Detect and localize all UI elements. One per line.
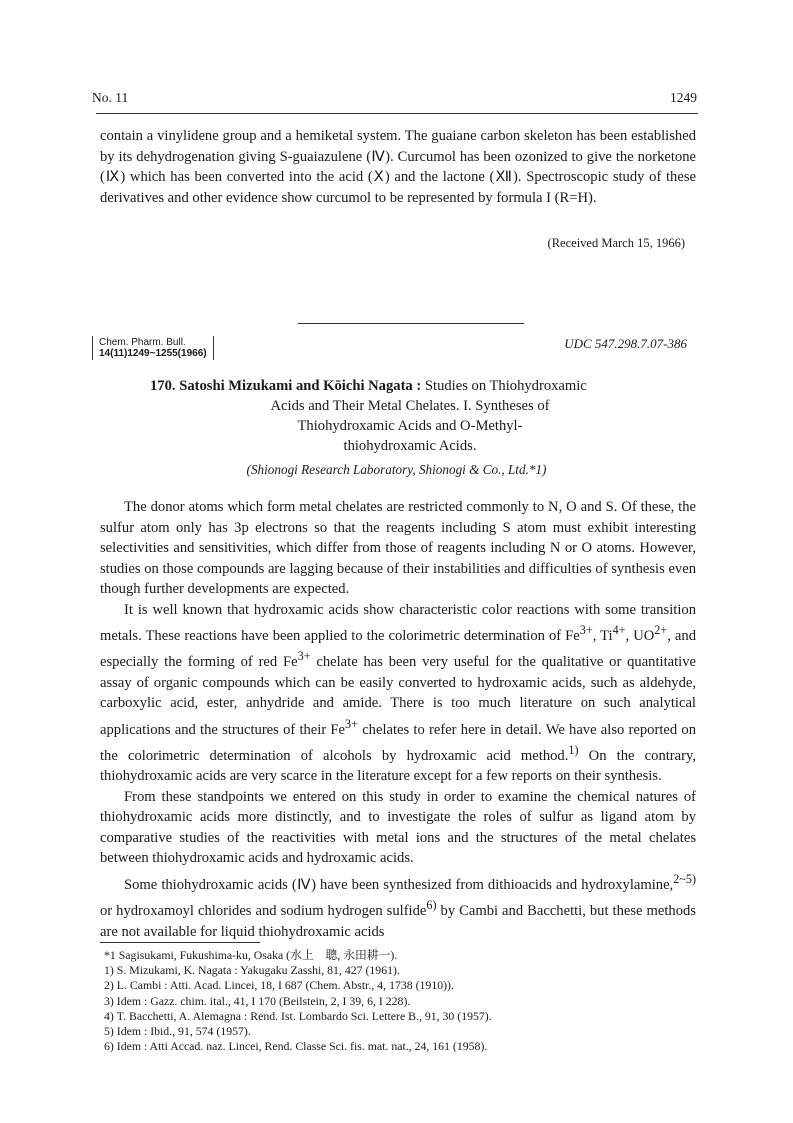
footnote-item: 5) Idem : Ibid., 91, 574 (1957). [104, 1024, 251, 1039]
footnote-rule [100, 942, 260, 943]
journal-reference-line1: Chem. Pharm. Bull. [99, 337, 186, 348]
issue-number: No. 11 [92, 90, 129, 105]
article-body [100, 497, 696, 942]
body-paragraph-3: From these standpoints we entered on this study in order to examine the chemical natures of thiohydroxamic acids more distinctly, and to investigate the roles of sulfur as ligand atom by comparative studies of the reactivities with metal ions and the structures of the metal chelates between thiohydroxamic acids and hydroxamic acids. [100, 788, 696, 867]
header-rule [96, 113, 698, 114]
udc-code: UDC 547.298.7.07-386 [564, 336, 687, 351]
article-title-line2: Acids and Their Metal Chelates. I. Syntheses of [270, 398, 550, 414]
footnote-item: 2) L. Cambi : Atti. Acad. Lincei, 18, I 687 (Chem. Abstr., 4, 1738 (1910)). [104, 978, 454, 993]
body-paragraph-4: Some thiohydroxamic acids (Ⅳ) have been synthesized from dithioacids and hydroxylamine,$^{2\sim 5)}$ or hydroxamoyl chlorides and sodium hydrogen sulfide$^{6)}$ by Cambi and Bacchetti, but these methods are not available for liquid thiohydroxamic acids [100, 871, 696, 940]
article-title-line4: thiohydroxamic Acids. [343, 438, 477, 454]
journal-reference-line2: 14(11)1249~1255(1966) [99, 348, 207, 359]
article-title-line1: Studies on Thiohydroxamic [424, 378, 587, 394]
article-title-block [150, 376, 670, 456]
affiliation: (Shionogi Research Laboratory, Shionogi & Co., Ltd.*1) [246, 462, 547, 477]
journal-reference [92, 336, 214, 360]
article-separator [298, 323, 524, 324]
previous-article-summary [100, 126, 696, 208]
page-number: 1249 [670, 90, 697, 105]
footnote-item: 6) Idem : Atti Accad. naz. Lincei, Rend. Classe Sci. fis. mat. nat., 24, 161 (1958). [104, 1039, 488, 1054]
article-title-line3: Thiohydroxamic Acids and O-Methyl- [297, 418, 523, 434]
body-paragraph-1: The donor atoms which form metal chelates are restricted commonly to N, O and S. Of these, the sulfur atom only has 3p electrons so that the reagents including S atom must exhibit interesting selectivities and sensitivities, which differ from those of reagents including N or O atoms. However, studies on those compounds are lagging because of their instabilities and difficulties of synthesis even though further developments are expected. [100, 499, 696, 597]
received-date: (Received March 15, 1966) [547, 236, 685, 250]
article-authors: Satoshi Mizukami and Kōichi Nagata : [179, 378, 422, 394]
article-number: 170. [150, 378, 176, 394]
footnote-item: 1) S. Mizukami, K. Nagata : Yakugaku Zasshi, 81, 427 (1961). [104, 963, 400, 978]
footnote-item: 3) Idem : Gazz. chim. ital., 41, I 170 (Beilstein, 2, I 39, 6, I 228). [104, 993, 411, 1008]
body-paragraph-2: It is well known that hydroxamic acids show characteristic color reactions with some transition metals. These reactions have been applied to the colorimetric determination of $Fe^{3+}$, $Ti^{4+}$, $UO^{2+}$, and especially the forming of red $Fe^{3+}$ chelate has been very useful for the qualitative or quantitative assay of organic compounds which can be easily converted to hydroxamic acids, such as aldehyde, carboxylic acid, ester, anhydride and amide. There is too much literature on such analytical applications and the structures of their $Fe^{3+}$ chelates to refer here in detail. We have also reported on the colorimetric determination of alcohols by hydroxamic acid method.$^{1)}$ On the contrary, thiohydroxamic acids are very scarce in the literature except for a few reports on their synthesis. [100, 601, 696, 785]
footnote-item: 4) T. Bacchetti, A. Alemagna : Rend. Ist. Lombardo Sci. Lettere B., 91, 30 (1957). [104, 1008, 492, 1023]
footnote-item: *1 Sagisukami, Fukushima-ku, Osaka (水上 聰, 永田耕一). [104, 948, 398, 962]
previous-article-text: contain a vinylidene group and a hemiketal system. The guaiane carbon skeleton has been established by its dehydrogenation giving S-guaiazulene (Ⅳ). Curcumol has been ozonized to give the norketone (Ⅸ) which has been converted into the acid (Ⅹ) and the lactone (Ⅻ). Spectroscopic study of these derivatives and other evidence show curcumol to be represented by formula I (R=H). [100, 128, 696, 206]
footnotes [104, 948, 704, 1054]
